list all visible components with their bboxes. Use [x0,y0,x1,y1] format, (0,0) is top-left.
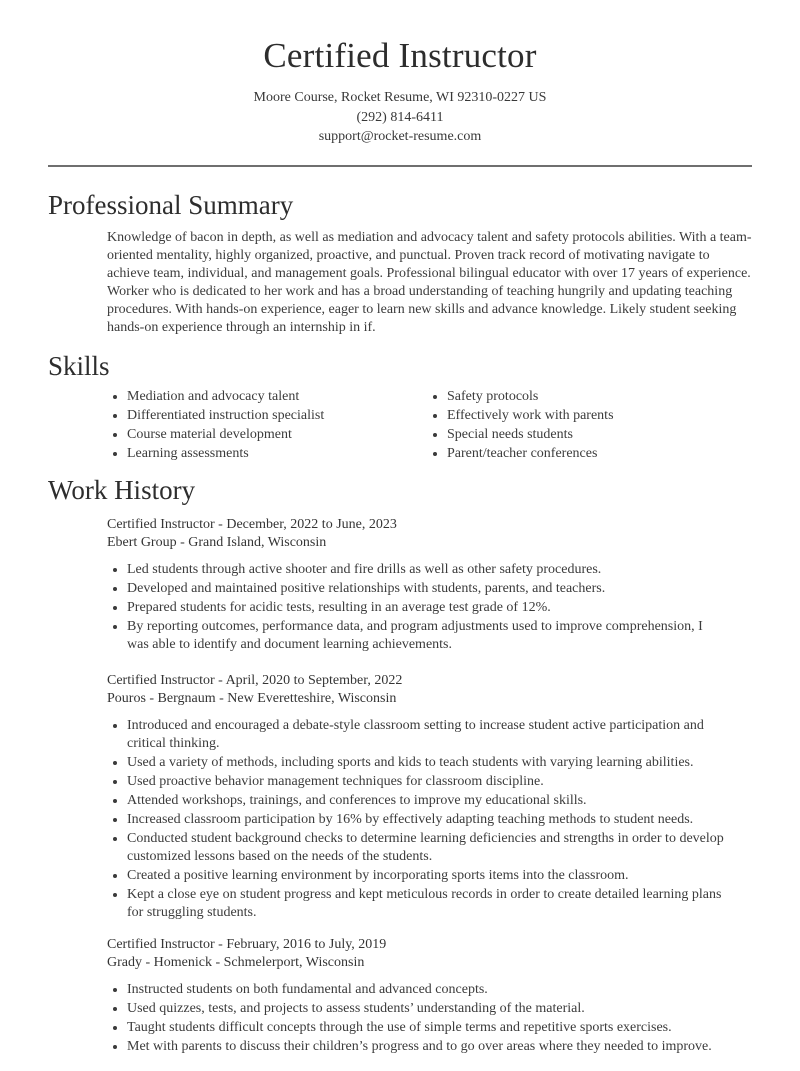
job-entry-1 [107,516,752,654]
bullet-item: • Course material development [127,425,427,444]
bullet-item: • Taught students difficult concepts through the use of simple terms and repetitive sports exercises. [127,1018,727,1037]
bullet-item: • By reporting outcomes, performance data, and program adjustments used to improve comprehension, I was able to identify and document learning achievements. [127,617,727,654]
skills-list-right [427,387,752,463]
job-2-bullet-list [107,716,727,922]
resume-page [0,36,800,1071]
bullet-item: • Developed and maintained positive relationships with students, parents, and teachers. [127,579,727,598]
bullet-item: • Introduced and encouraged a debate-style classroom setting to increase student active participation and critical thinking. [127,716,727,753]
job-1-employer-location: Ebert Group - Grand Island, Wisconsin [107,534,327,550]
bullet-item: • Learning assessments [127,444,427,463]
bullet-item: • Effectively work with parents [447,406,752,425]
job-entry-3 [107,936,752,1056]
contact-email: support@rocket-resume.com [318,129,482,144]
skills-columns [107,387,752,463]
header-divider [48,165,752,167]
bullet-item: • Kept a close eye on student progress and kept meticulous records in order to create detailed learning plans for struggling students. [127,885,727,922]
section-professional-summary [48,189,752,337]
work-history-heading: Work History [48,474,196,505]
professional-summary-heading: Professional Summary [48,189,294,220]
bullet-item: • Used a variety of methods, including sports and kids to teach students with varying learning abilities. [127,753,727,772]
bullet-item: • Met with parents to discuss their children’s progress and to go over areas where they needed to improve. [127,1037,727,1056]
bullet-item: • Special needs students [447,425,752,444]
contact-address: Moore Course, Rocket Resume, WI 92310-0227 US [253,90,547,105]
bullet-item: • Mediation and advocacy talent [127,387,427,406]
bullet-item: • Differentiated instruction specialist [127,406,427,425]
section-skills [48,350,752,463]
bullet-item: • Instructed students on both fundamental and advanced concepts. [127,980,727,999]
resume-title: Certified Instructor [263,36,537,75]
job-2-employer-location: Pouros - Bergnaum - New Everetteshire, Wisconsin [107,690,397,706]
contact-block [48,88,752,147]
section-work-history [48,474,752,1056]
professional-summary-text: Knowledge of bacon in depth, as well as mediation and advocacy talent and safety protocols abilities. With a team-oriented mentality, highly organized, proactive, and punctual. Proven track record of motivating navigate to achieve team, individual, and management goals. Professional bilingual educator with over 17 years of experience. Worker who is dedicated to her work and has a broad understanding of teaching hungrily and updating teaching procedures. With hands-on experience, eager to learn new skills and advance knowledge. Likely student seeking hands-on experience through an internship in if. [107,229,752,335]
bullet-item: • Prepared students for acidic tests, resulting in an average test grade of 12%. [127,598,727,617]
resume-header [48,36,752,147]
skills-heading: Skills [48,350,110,381]
contact-phone: (292) 814-6411 [356,109,444,125]
bullet-item: • Used quizzes, tests, and projects to assess students’ understanding of the material. [127,999,727,1018]
job-entry-2 [107,672,752,922]
skills-list-left [107,387,427,463]
job-1-title-dates: Certified Instructor - December, 2022 to June, 2023 [107,516,397,532]
bullet-item: • Led students through active shooter and fire drills as well as other safety procedures. [127,560,727,579]
bullet-item: • Conducted student background checks to determine learning deficiencies and strengths in order to develop customized lessons based on the needs of the students. [127,829,727,866]
bullet-item: • Created a positive learning environment by incorporating sports items into the classroom. [127,866,727,885]
bullet-item: • Used proactive behavior management techniques for classroom discipline. [127,772,727,791]
bullet-item: • Safety protocols [447,387,752,406]
job-2-title-dates: Certified Instructor - April, 2020 to September, 2022 [107,672,403,688]
job-3-bullet-list [107,980,727,1056]
job-1-bullet-list [107,560,727,654]
job-3-title-dates: Certified Instructor - February, 2016 to July, 2019 [107,936,387,952]
bullet-item: • Increased classroom participation by 16% by effectively adapting teaching methods to student needs. [127,810,727,829]
bullet-item: • Parent/teacher conferences [447,444,752,463]
job-3-employer-location: Grady - Homenick - Schmelerport, Wisconsin [107,954,365,970]
bullet-item: • Attended workshops, trainings, and conferences to improve my educational skills. [127,791,727,810]
